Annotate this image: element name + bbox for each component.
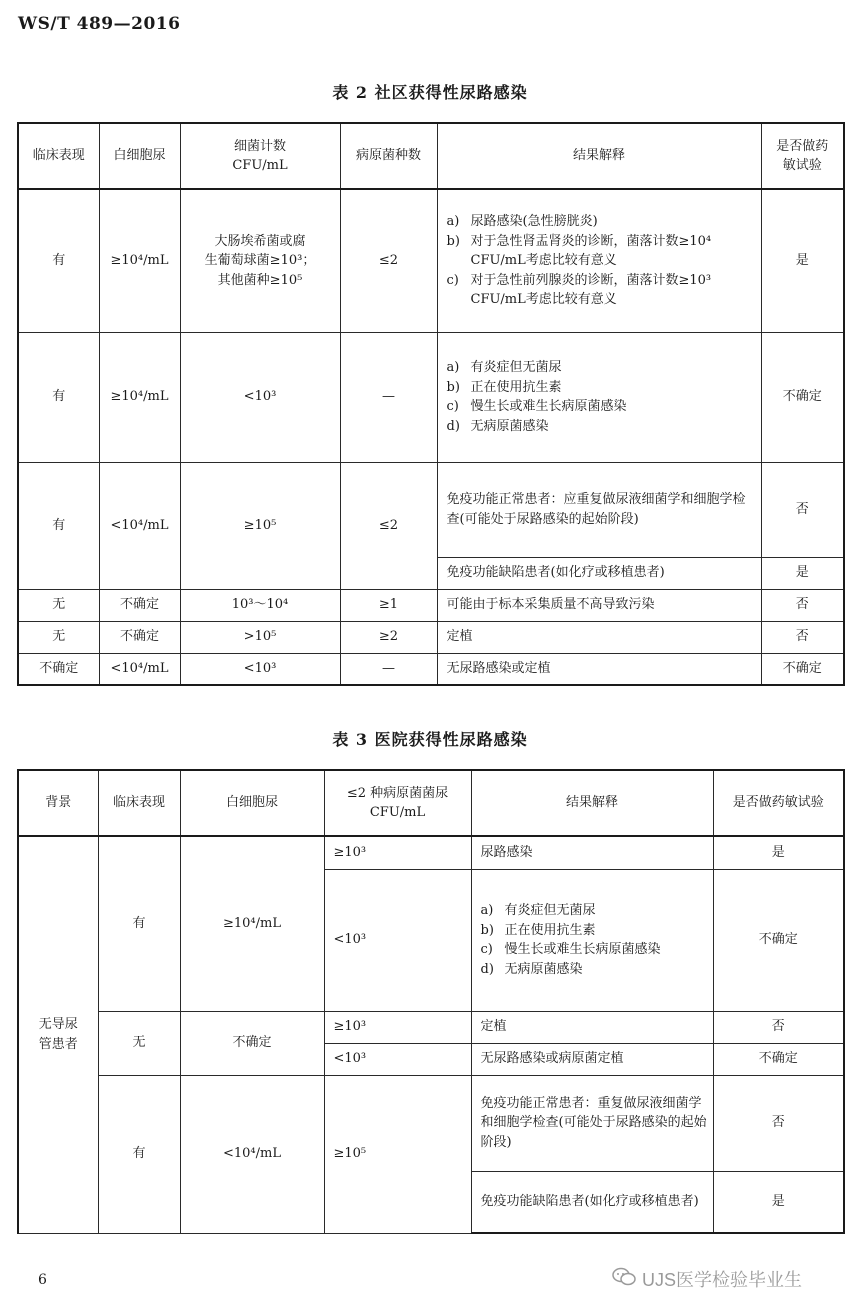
cell-clinical: 无 xyxy=(98,1011,180,1075)
page-number: 6 xyxy=(38,1272,47,1288)
header-interpretation: 结果解释 xyxy=(471,770,713,836)
cell-interpretation: 尿路感染 xyxy=(471,836,713,869)
cell-interpretation: 免疫功能缺陷患者(如化疗或移植患者) xyxy=(437,557,761,589)
cell-clinical: 不确定 xyxy=(18,653,99,685)
cell-count: ≥10⁵ xyxy=(324,1075,471,1233)
cell-ast: 否 xyxy=(761,621,844,653)
header-wbc: 白细胞尿 xyxy=(99,123,180,189)
cell-wbc: 不确定 xyxy=(99,589,180,621)
cell-interpretation: 定植 xyxy=(437,621,761,653)
cell-wbc: ≥10⁴/mL xyxy=(180,836,324,1011)
cell-ast: 是 xyxy=(761,189,844,332)
cell-wbc: ≥10⁴/mL xyxy=(99,332,180,462)
cell-clinical: 有 xyxy=(98,836,180,1011)
table-row xyxy=(18,189,844,332)
cell-background: 无导尿 管患者 xyxy=(18,836,98,1233)
document-code: WS/T 489—2016 xyxy=(18,14,181,34)
table-row xyxy=(18,332,844,462)
cell-interpretation: 免疫功能正常患者：应重复做尿液细菌学和细胞学检查(可能处于尿路感染的起始阶段) xyxy=(437,462,761,557)
cell-ast: 是 xyxy=(713,836,844,869)
list-item: c) 对于急性前列腺炎的诊断，菌落计数≥10³ CFU/mL考虑比较有意义 xyxy=(446,272,712,307)
list-item: b) 对于急性肾盂肾炎的诊断，菌落计数≥10⁴ CFU/mL考虑比较有意义 xyxy=(446,233,712,268)
table2-title: 表 2 社区获得性尿路感染 xyxy=(332,83,528,102)
cell-interpretation xyxy=(437,189,761,332)
cell-ast: 否 xyxy=(761,462,844,557)
table-row xyxy=(18,1075,844,1171)
cell-wbc: 不确定 xyxy=(99,621,180,653)
cell-ast: 不确定 xyxy=(713,1043,844,1075)
cell-wbc: ≥10⁴/mL xyxy=(99,189,180,332)
watermark xyxy=(612,1266,802,1292)
cell-count: <10³ xyxy=(180,653,340,685)
list-item: c) 慢生长或难生长病原菌感染 xyxy=(480,942,661,957)
cell-species: ≤2 xyxy=(340,189,437,332)
cell-ast: 是 xyxy=(713,1171,844,1233)
header-wbc: 白细胞尿 xyxy=(180,770,324,836)
cell-interpretation: 无尿路感染或病原菌定植 xyxy=(471,1043,713,1075)
table2 xyxy=(17,122,845,686)
cell-interpretation: 定植 xyxy=(471,1011,713,1043)
table3-title: 表 3 医院获得性尿路感染 xyxy=(332,730,528,749)
cell-count: <10³ xyxy=(324,1043,471,1075)
cell-ast: 否 xyxy=(713,1011,844,1043)
cell-clinical: 有 xyxy=(98,1075,180,1233)
cell-ast: 否 xyxy=(761,589,844,621)
header-count: ≤2 种病原菌菌尿 CFU/mL xyxy=(324,770,471,836)
header-ast: 是否做药敏试验 xyxy=(713,770,844,836)
header-clinical: 临床表现 xyxy=(18,123,99,189)
cell-count: <10³ xyxy=(324,869,471,1011)
cell-ast: 否 xyxy=(713,1075,844,1171)
header-interpretation: 结果解释 xyxy=(437,123,761,189)
table-row xyxy=(18,1011,844,1043)
table-row xyxy=(18,836,844,869)
cell-interpretation xyxy=(471,869,713,1011)
cell-ast: 是 xyxy=(761,557,844,589)
table-row xyxy=(18,621,844,653)
cell-species: ≥1 xyxy=(340,589,437,621)
cell-interpretation: 免疫功能正常患者：重复做尿液细菌学和细胞学检查(可能处于尿路感染的起始阶段) xyxy=(471,1075,713,1171)
list-item: b) 正在使用抗生素 xyxy=(446,379,562,395)
header-clinical: 临床表现 xyxy=(98,770,180,836)
table-row xyxy=(18,589,844,621)
cell-wbc: <10⁴/mL xyxy=(180,1075,324,1233)
cell-species: ≥2 xyxy=(340,621,437,653)
cell-count: 大肠埃希菌或腐 生葡萄球菌≥10³； 其他菌种≥10⁵ xyxy=(180,189,340,332)
cell-wbc: 不确定 xyxy=(180,1011,324,1075)
table2-header-row xyxy=(18,123,844,189)
cell-ast: 不确定 xyxy=(713,869,844,1011)
cell-species: — xyxy=(340,653,437,685)
cell-interpretation: 无尿路感染或定植 xyxy=(437,653,761,685)
cell-clinical: 有 xyxy=(18,332,99,462)
list-item: c) 慢生长或难生长病原菌感染 xyxy=(446,399,627,414)
cell-clinical: 有 xyxy=(18,189,99,332)
wechat-icon xyxy=(612,1267,642,1292)
table3-header-row xyxy=(18,770,844,836)
list-item: a) 尿路感染(急性膀胱炎) xyxy=(446,214,598,229)
cell-count: ≥10⁵ xyxy=(180,462,340,589)
cell-ast: 不确定 xyxy=(761,653,844,685)
cell-clinical: 有 xyxy=(18,462,99,589)
cell-count: <10³ xyxy=(180,332,340,462)
list-item: b) 正在使用抗生素 xyxy=(480,922,596,938)
cell-count: ≥10³ xyxy=(324,1011,471,1043)
list-item: d) 无病原菌感染 xyxy=(446,418,549,434)
cell-count: >10⁵ xyxy=(180,621,340,653)
list-item: a) 有炎症但无菌尿 xyxy=(480,903,596,918)
cell-count: ≥10³ xyxy=(324,836,471,869)
cell-clinical: 无 xyxy=(18,621,99,653)
table3 xyxy=(17,769,845,1234)
header-ast: 是否做药 敏试验 xyxy=(761,123,844,189)
list-item: a) 有炎症但无菌尿 xyxy=(446,360,562,375)
header-species: 病原菌种数 xyxy=(340,123,437,189)
cell-interpretation xyxy=(437,332,761,462)
header-background: 背景 xyxy=(18,770,98,836)
table-row xyxy=(18,653,844,685)
cell-interpretation: 免疫功能缺陷患者(如化疗或移植患者) xyxy=(471,1171,713,1233)
cell-ast: 不确定 xyxy=(761,332,844,462)
table-row xyxy=(18,462,844,557)
watermark-text: UJS医学检验毕业生 xyxy=(642,1270,803,1290)
cell-wbc: <10⁴/mL xyxy=(99,653,180,685)
cell-count: 10³～10⁴ xyxy=(180,589,340,621)
header-count: 细菌计数 CFU/mL xyxy=(180,123,340,189)
cell-clinical: 无 xyxy=(18,589,99,621)
cell-species: — xyxy=(340,332,437,462)
cell-interpretation: 可能由于标本采集质量不高导致污染 xyxy=(437,589,761,621)
cell-wbc: <10⁴/mL xyxy=(99,462,180,589)
list-item: d) 无病原菌感染 xyxy=(480,961,583,977)
cell-species: ≤2 xyxy=(340,462,437,589)
